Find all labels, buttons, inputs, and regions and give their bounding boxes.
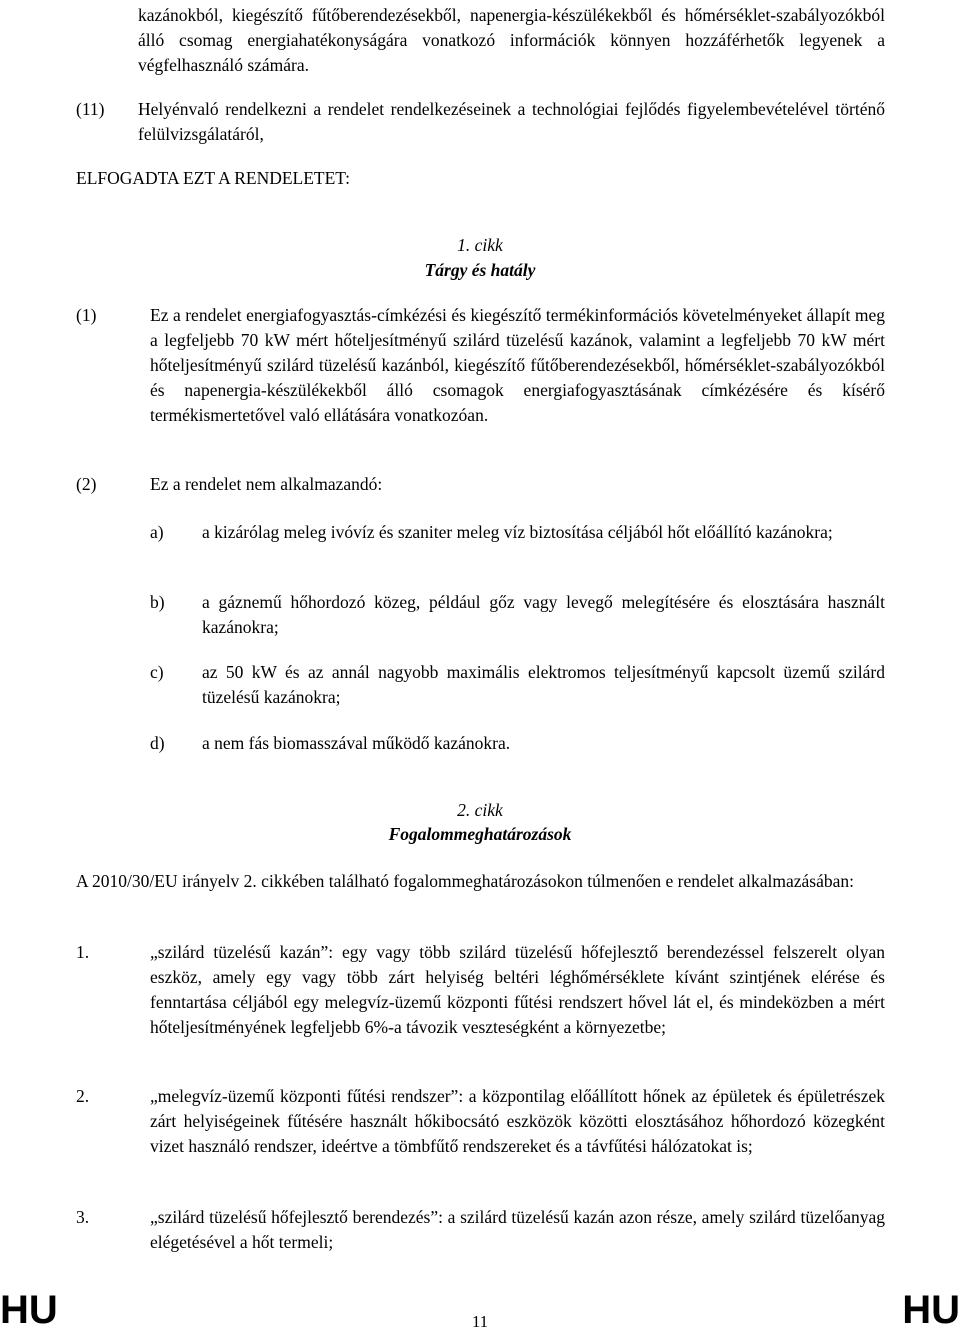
- list-item-text: az 50 kW és az annál nagyobb maximális elektromos teljesítményű kapcsolt üzemű szilárd tüzelésű kazánokra;: [202, 662, 885, 707]
- recital-number: (11): [76, 99, 105, 119]
- definition-number: 3.: [76, 1207, 90, 1227]
- list-item-label: d): [150, 733, 165, 753]
- list-item-label: c): [150, 662, 164, 682]
- language-code-left: HU: [0, 1288, 58, 1332]
- list-item-label: b): [150, 592, 165, 612]
- paragraph-number: (2): [76, 474, 97, 494]
- definition-text: „melegvíz-üzemű központi fűtési rendszer”: a központilag előállított hőnek az épületek és épületrészek zárt helyiségeinek fűtésére használt hőkibocsátó eszközök közötti elosztásához hőhordozó közegként vizet használó rendszer, ideértve a tömbfűtő rendszereket és a távfűtési hálózatokat is;: [150, 1086, 885, 1156]
- article-2-number: 2. cikk: [457, 800, 503, 820]
- intro-continuation: kazánokból, kiegészítő fűtőberendezésekből, napenergia-készülékekből és hőmérséklet-szabályozókból álló csomag energiahatékonyságára vonatkozó információk könnyen hozzáférhetők legyenek a végfelhasználó számára.: [138, 5, 885, 75]
- paragraph-number: (1): [76, 305, 97, 325]
- definition-number: 1.: [76, 942, 90, 962]
- definition-number: 2.: [76, 1086, 90, 1106]
- definition-text: „szilárd tüzelésű hőfejlesztő berendezés”: a szilárd tüzelésű kazán azon része, amely szilárd tüzelőanyag elégetésével a hőt termeli;: [150, 1207, 885, 1252]
- list-item-text: a kizárólag meleg ivóvíz és szaniter meleg víz biztosítása céljából hőt előállító kazánokra;: [202, 522, 833, 542]
- adoption-formula: ELFOGADTA EZT A RENDELETET:: [76, 168, 350, 188]
- list-item-text: a gáznemű hőhordozó közeg, például gőz vagy levegő melegítésére és elosztására használt kazánokra;: [202, 592, 885, 637]
- list-item-text: a nem fás biomasszával működő kazánokra.: [202, 733, 511, 753]
- paragraph-text: Ez a rendelet energiafogyasztás-címkézési és kiegészítő termékinformációs követelményeket állapít meg a legfeljebb 70 kW mért hőteljesítményű szilárd tüzelésű kazánok, valamint a legfeljebb 70 kW mért hőteljesítményű szilárd tüzelésű kazánból, kiegészítő fűtőberendezésekből, hőmérséklet-szabályozókból és napenergia-készülékekből álló csomagok energiafogyasztásának címkézésére és kísérő termékismertetővel való ellátására vonatkozóan.: [150, 305, 885, 425]
- definition-text: „szilárd tüzelésű kazán”: egy vagy több szilárd tüzelésű hőfejlesztő berendezéssel felszerelt olyan eszköz, amely egy vagy több zárt helyiség beltéri léghőmérséklete kívánt szintjének elérése és fenntartása céljából egy melegvíz-üzemű központi fűtési rendszert hővel lát el, és mindeközben a mért hőteljesítményének legfeljebb 6%-a távozik veszteségként a környezetbe;: [150, 942, 885, 1037]
- page-number: 11: [471, 1312, 489, 1331]
- paragraph-text: Ez a rendelet nem alkalmazandó:: [150, 474, 383, 494]
- article-1-title: Tárgy és hatály: [424, 260, 536, 280]
- list-item-label: a): [150, 522, 164, 542]
- recital-text: Helyénvaló rendelkezni a rendelet rendelkezéseinek a technológiai fejlődés figyelembevételével történő felülvizsgálatáról,: [138, 99, 885, 144]
- article-2-intro: A 2010/30/EU irányelv 2. cikkében található fogalommeghatározásokon túlmenően e rendelet alkalmazásában:: [76, 871, 854, 891]
- article-2-title: Fogalommeghatározások: [388, 824, 572, 844]
- article-1-number: 1. cikk: [457, 235, 503, 255]
- language-code-right: HU: [902, 1288, 960, 1332]
